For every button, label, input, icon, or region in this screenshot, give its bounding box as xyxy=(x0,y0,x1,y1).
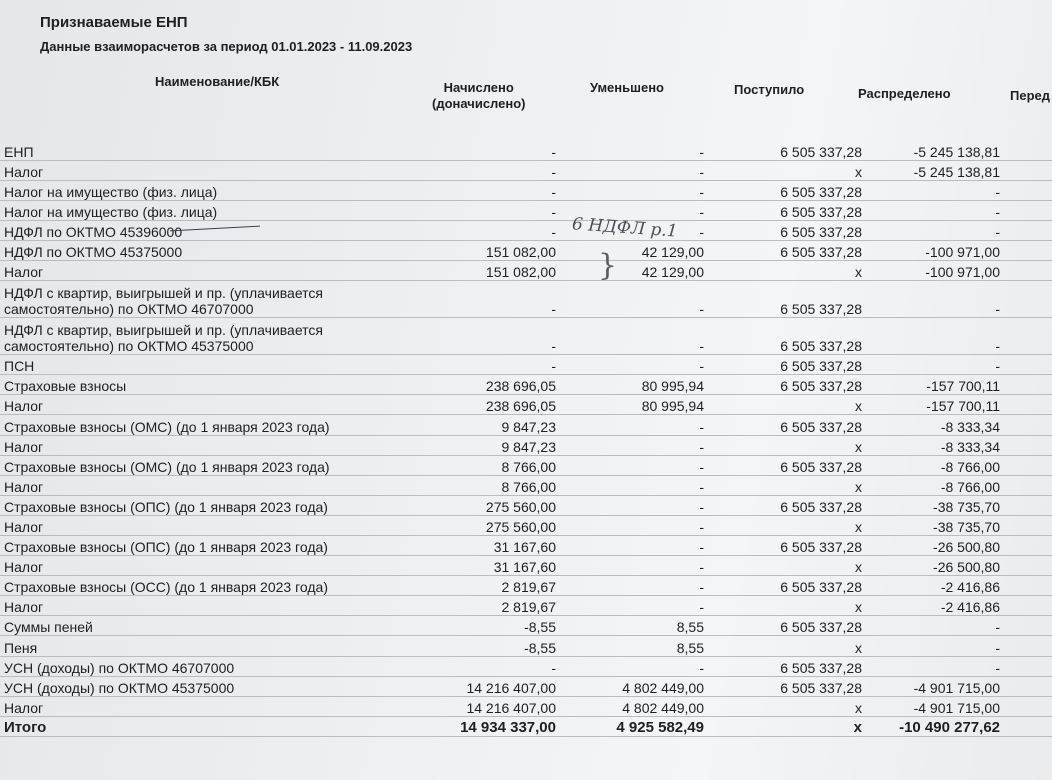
cell-distributed: - xyxy=(866,220,1004,240)
cell-accrued: 151 082,00 xyxy=(416,240,560,260)
cell-distributed: -38 735,70 xyxy=(866,495,1004,515)
cell-reduced: 4 925 582,49 xyxy=(560,716,708,736)
cell-distributed: -4 901 715,00 xyxy=(866,676,1004,696)
cell-received: 6 505 337,28 xyxy=(708,220,866,240)
row-name: Налог xyxy=(0,475,416,495)
cell-received: x xyxy=(708,636,866,656)
cell-accrued: 8 766,00 xyxy=(416,455,560,475)
cell-reduced: - xyxy=(560,656,708,676)
cell-reduced: 80 995,94 xyxy=(560,395,708,415)
cell-transferred xyxy=(1004,318,1052,355)
cell-distributed: -26 500,80 xyxy=(866,536,1004,556)
table-row xyxy=(0,596,1052,616)
table-row xyxy=(0,616,1052,636)
cell-reduced: - xyxy=(560,180,708,200)
table-row xyxy=(0,281,1052,318)
cell-received: x xyxy=(708,556,866,576)
row-name: Налог на имущество (физ. лица) xyxy=(0,200,416,220)
header-reduced: Уменьшено xyxy=(590,80,664,95)
cell-reduced: - xyxy=(560,536,708,556)
cell-reduced: 80 995,94 xyxy=(560,375,708,395)
table-row xyxy=(0,576,1052,596)
row-name: Налог xyxy=(0,261,416,281)
table-row xyxy=(0,240,1052,260)
cell-received: 6 505 337,28 xyxy=(708,455,866,475)
row-name: Страховые взносы (ОПС) (до 1 января 2023 года) xyxy=(0,536,416,556)
cell-distributed: -4 901 715,00 xyxy=(866,696,1004,716)
cell-transferred xyxy=(1004,616,1052,636)
cell-accrued: - xyxy=(416,220,560,240)
header-transferred: Перед xyxy=(1010,88,1050,103)
cell-transferred xyxy=(1004,140,1052,160)
row-name: Страховые взносы (ОМС) (до 1 января 2023 года) xyxy=(0,415,416,435)
cell-accrued: 14 934 337,00 xyxy=(416,716,560,736)
cell-received: 6 505 337,28 xyxy=(708,240,866,260)
cell-accrued: 9 847,23 xyxy=(416,435,560,455)
cell-received: x xyxy=(708,160,866,180)
cell-received: x xyxy=(708,395,866,415)
cell-distributed: -8 766,00 xyxy=(866,455,1004,475)
cell-distributed: -157 700,11 xyxy=(866,375,1004,395)
cell-accrued: - xyxy=(416,656,560,676)
row-name: НДФЛ по ОКТМО 45396000 xyxy=(0,220,416,240)
cell-transferred xyxy=(1004,676,1052,696)
row-name: Итого xyxy=(0,716,416,736)
cell-received: 6 505 337,28 xyxy=(708,281,866,318)
cell-distributed: - xyxy=(866,636,1004,656)
cell-reduced: 42 129,00 xyxy=(560,240,708,260)
cell-reduced: - xyxy=(560,576,708,596)
handwritten-brace: } xyxy=(598,248,618,283)
cell-accrued: 2 819,67 xyxy=(416,596,560,616)
cell-accrued: - xyxy=(416,160,560,180)
cell-distributed: - xyxy=(866,200,1004,220)
cell-accrued: 238 696,05 xyxy=(416,375,560,395)
cell-distributed: -100 971,00 xyxy=(866,240,1004,260)
cell-accrued: 14 216 407,00 xyxy=(416,676,560,696)
cell-reduced: 4 802 449,00 xyxy=(560,696,708,716)
cell-transferred xyxy=(1004,375,1052,395)
cell-accrued: 238 696,05 xyxy=(416,395,560,415)
cell-received: x xyxy=(708,435,866,455)
header-received: Поступило xyxy=(734,82,805,97)
header-name: Наименование/КБК xyxy=(155,74,280,89)
table-row xyxy=(0,355,1052,375)
cell-transferred xyxy=(1004,240,1052,260)
cell-received: x xyxy=(708,515,866,535)
cell-received: x xyxy=(708,261,866,281)
row-name: ПСН xyxy=(0,355,416,375)
table-row xyxy=(0,375,1052,395)
row-name: Налог xyxy=(0,596,416,616)
table-row xyxy=(0,415,1052,435)
cell-reduced: - xyxy=(560,515,708,535)
table-row xyxy=(0,495,1052,515)
cell-reduced: - xyxy=(560,596,708,616)
cell-distributed: -100 971,00 xyxy=(866,261,1004,281)
cell-transferred xyxy=(1004,515,1052,535)
cell-transferred xyxy=(1004,696,1052,716)
table-row xyxy=(0,536,1052,556)
cell-reduced: - xyxy=(560,415,708,435)
cell-accrued: 275 560,00 xyxy=(416,495,560,515)
table-row xyxy=(0,200,1052,220)
table-row xyxy=(0,636,1052,656)
cell-distributed: - xyxy=(866,355,1004,375)
row-name: Страховые взносы (ОМС) (до 1 января 2023 года) xyxy=(0,455,416,475)
cell-accrued: 275 560,00 xyxy=(416,515,560,535)
cell-received: 6 505 337,28 xyxy=(708,375,866,395)
row-name: Налог xyxy=(0,515,416,535)
table-row xyxy=(0,160,1052,180)
cell-distributed: -8 766,00 xyxy=(866,475,1004,495)
cell-transferred xyxy=(1004,495,1052,515)
document-subtitle: Данные взаиморасчетов за период 01.01.2023 - 11.09.2023 xyxy=(40,39,413,54)
cell-distributed: -8 333,34 xyxy=(866,415,1004,435)
cell-transferred xyxy=(1004,160,1052,180)
cell-received: 6 505 337,28 xyxy=(708,415,866,435)
row-name: ЕНП xyxy=(0,140,416,160)
cell-distributed: - xyxy=(866,281,1004,318)
cell-transferred xyxy=(1004,281,1052,318)
cell-reduced: - xyxy=(560,318,708,355)
row-name: Пеня xyxy=(0,636,416,656)
table-row xyxy=(0,696,1052,716)
cell-reduced: - xyxy=(560,355,708,375)
cell-accrued: - xyxy=(416,318,560,355)
cell-distributed: -157 700,11 xyxy=(866,395,1004,415)
settlements-table xyxy=(0,140,1052,737)
cell-reduced: - xyxy=(560,200,708,220)
table-row xyxy=(0,140,1052,160)
cell-transferred xyxy=(1004,355,1052,375)
cell-accrued: - xyxy=(416,180,560,200)
cell-accrued: 31 167,60 xyxy=(416,556,560,576)
cell-reduced: 4 802 449,00 xyxy=(560,676,708,696)
cell-distributed: -38 735,70 xyxy=(866,515,1004,535)
cell-reduced: - xyxy=(560,281,708,318)
table-row xyxy=(0,395,1052,415)
row-name: Суммы пеней xyxy=(0,616,416,636)
row-name: НДФЛ с квартир, выигрышей и пр. (уплачивается самостоятельно) по ОКТМО 46707000 xyxy=(0,281,416,318)
row-name: Налог на имущество (физ. лица) xyxy=(0,180,416,200)
cell-received: 6 505 337,28 xyxy=(708,318,866,355)
cell-distributed: -5 245 138,81 xyxy=(866,140,1004,160)
table-row xyxy=(0,220,1052,240)
table-row xyxy=(0,261,1052,281)
row-name: УСН (доходы) по ОКТМО 45375000 xyxy=(0,676,416,696)
cell-distributed: -2 416,86 xyxy=(866,596,1004,616)
row-name: Налог xyxy=(0,160,416,180)
cell-distributed: - xyxy=(866,656,1004,676)
cell-distributed: -5 245 138,81 xyxy=(866,160,1004,180)
handwritten-note: 6 НДФЛ р.1 xyxy=(571,214,679,242)
cell-reduced: 42 129,00 xyxy=(560,261,708,281)
cell-reduced: - xyxy=(560,495,708,515)
table-row xyxy=(0,435,1052,455)
document-title: Признаваемые ЕНП xyxy=(40,14,188,31)
cell-received: 6 505 337,28 xyxy=(708,140,866,160)
cell-accrued: - xyxy=(416,281,560,318)
cell-transferred xyxy=(1004,556,1052,576)
row-name: Страховые взносы (ОПС) (до 1 января 2023 года) xyxy=(0,495,416,515)
cell-received: x xyxy=(708,696,866,716)
table-row xyxy=(0,455,1052,475)
cell-transferred xyxy=(1004,656,1052,676)
cell-transferred xyxy=(1004,536,1052,556)
row-name: НДФЛ по ОКТМО 45375000 xyxy=(0,240,416,260)
cell-accrued: 14 216 407,00 xyxy=(416,696,560,716)
cell-reduced: - xyxy=(560,220,708,240)
table-body xyxy=(0,140,1052,736)
table-row xyxy=(0,180,1052,200)
cell-transferred xyxy=(1004,435,1052,455)
cell-reduced: 8,55 xyxy=(560,636,708,656)
cell-transferred xyxy=(1004,455,1052,475)
cell-distributed: -26 500,80 xyxy=(866,556,1004,576)
total-row xyxy=(0,716,1052,736)
cell-transferred xyxy=(1004,180,1052,200)
cell-received: 6 505 337,28 xyxy=(708,495,866,515)
cell-reduced: 8,55 xyxy=(560,616,708,636)
cell-transferred xyxy=(1004,200,1052,220)
cell-accrued: 2 819,67 xyxy=(416,576,560,596)
cell-received: 6 505 337,28 xyxy=(708,200,866,220)
cell-accrued: 151 082,00 xyxy=(416,261,560,281)
cell-reduced: - xyxy=(560,475,708,495)
cell-accrued: 9 847,23 xyxy=(416,415,560,435)
table-row xyxy=(0,515,1052,535)
cell-received: 6 505 337,28 xyxy=(708,180,866,200)
cell-transferred xyxy=(1004,395,1052,415)
cell-received: 6 505 337,28 xyxy=(708,676,866,696)
table-row xyxy=(0,676,1052,696)
cell-accrued: - xyxy=(416,140,560,160)
cell-distributed: -10 490 277,62 xyxy=(866,716,1004,736)
cell-received: x xyxy=(708,716,866,736)
row-name: Страховые взносы xyxy=(0,375,416,395)
header-distributed: Распределено xyxy=(858,86,951,101)
cell-transferred xyxy=(1004,576,1052,596)
table-row xyxy=(0,656,1052,676)
cell-received: x xyxy=(708,596,866,616)
cell-reduced: - xyxy=(560,435,708,455)
cell-transferred xyxy=(1004,716,1052,736)
cell-distributed: - xyxy=(866,616,1004,636)
cell-distributed: -2 416,86 xyxy=(866,576,1004,596)
cell-distributed: -8 333,34 xyxy=(866,435,1004,455)
row-name: Налог xyxy=(0,696,416,716)
header-accrued: Начислено (доначислено) xyxy=(432,80,526,111)
cell-transferred xyxy=(1004,415,1052,435)
table-row xyxy=(0,556,1052,576)
cell-accrued: - xyxy=(416,355,560,375)
row-name: Налог xyxy=(0,395,416,415)
cell-accrued: 8 766,00 xyxy=(416,475,560,495)
table-row xyxy=(0,318,1052,355)
cell-received: 6 505 337,28 xyxy=(708,656,866,676)
cell-received: 6 505 337,28 xyxy=(708,355,866,375)
row-name: Налог xyxy=(0,435,416,455)
cell-reduced: - xyxy=(560,140,708,160)
cell-accrued: -8,55 xyxy=(416,616,560,636)
cell-received: 6 505 337,28 xyxy=(708,536,866,556)
row-name: НДФЛ с квартир, выигрышей и пр. (уплачивается самостоятельно) по ОКТМО 45375000 xyxy=(0,318,416,355)
cell-reduced: - xyxy=(560,160,708,180)
cell-reduced: - xyxy=(560,455,708,475)
cell-received: 6 505 337,28 xyxy=(708,576,866,596)
cell-distributed: - xyxy=(866,180,1004,200)
cell-received: 6 505 337,28 xyxy=(708,616,866,636)
cell-accrued: 31 167,60 xyxy=(416,536,560,556)
cell-accrued: - xyxy=(416,200,560,220)
cell-accrued: -8,55 xyxy=(416,636,560,656)
cell-distributed: - xyxy=(866,318,1004,355)
cell-transferred xyxy=(1004,636,1052,656)
row-name: Страховые взносы (ОСС) (до 1 января 2023 года) xyxy=(0,576,416,596)
cell-transferred xyxy=(1004,261,1052,281)
cell-transferred xyxy=(1004,475,1052,495)
cell-transferred xyxy=(1004,220,1052,240)
cell-received: x xyxy=(708,475,866,495)
table-row xyxy=(0,475,1052,495)
cell-transferred xyxy=(1004,596,1052,616)
row-name: Налог xyxy=(0,556,416,576)
cell-reduced: - xyxy=(560,556,708,576)
row-name: УСН (доходы) по ОКТМО 46707000 xyxy=(0,656,416,676)
